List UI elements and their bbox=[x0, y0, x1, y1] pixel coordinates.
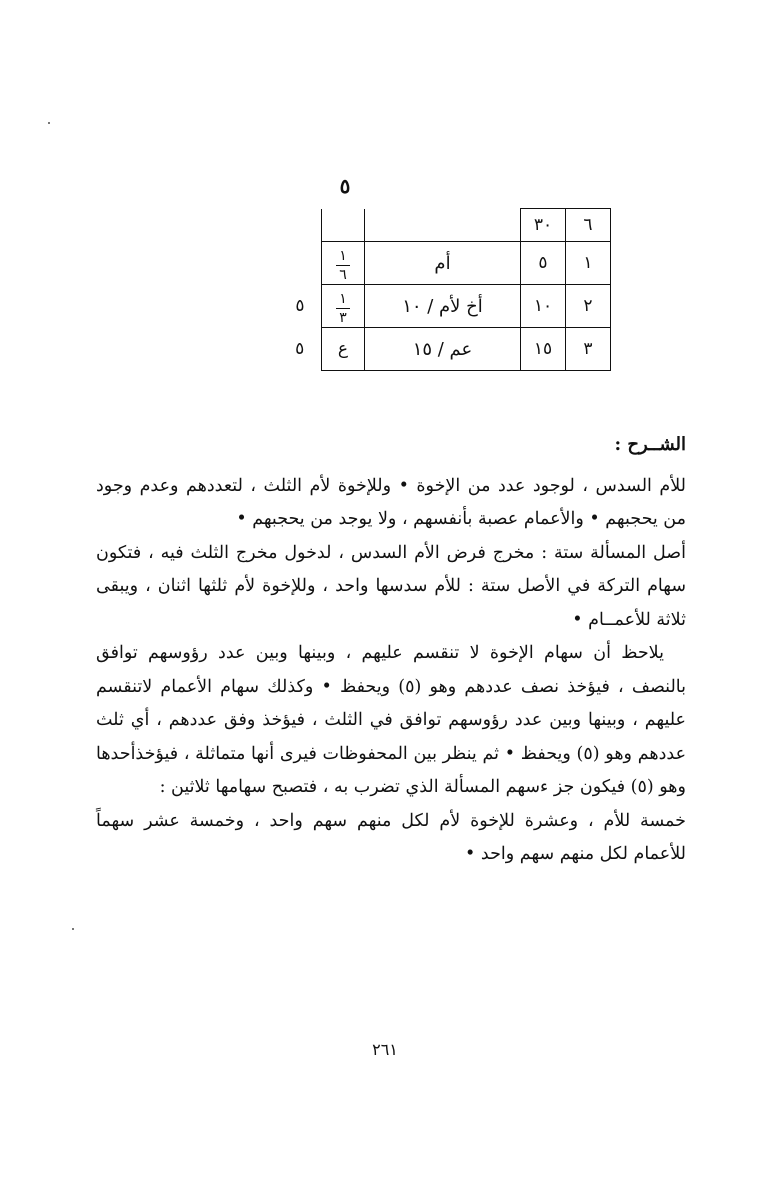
fraction bbox=[336, 249, 350, 282]
explanation-heading: الشــرح : bbox=[614, 434, 686, 455]
heir-cell: أم bbox=[365, 242, 521, 285]
scan-speck bbox=[48, 122, 50, 124]
paragraph: للأم السدس ، لوجود عدد من الإخوة • وللإخوة لأم الثلث ، لتعددهم وعدم وجود من يحجبهم • والأعمام عصبة بأنفسهم ، ولا يوجد من يحجبهم • bbox=[96, 475, 686, 529]
fraction bbox=[336, 292, 350, 325]
heir-cell: أخ لأم / ١٠ bbox=[365, 285, 521, 328]
header-corrected-cell: ٣٠ bbox=[521, 209, 566, 242]
corrected-share-cell: ١٥ bbox=[521, 328, 566, 371]
outside-cell bbox=[279, 242, 322, 285]
paragraph: خمسة للأم ، وعشرة للإخوة لأم لكل منهم سهم واحد ، وخمسة عشر سهماً للأعمام لكل منهم سهم واحد • bbox=[96, 810, 686, 864]
fraction-numerator: ١ bbox=[339, 247, 347, 264]
inheritance-table bbox=[278, 208, 612, 371]
table-row bbox=[279, 242, 611, 285]
paragraph: أصل المسألة ستة : مخرج فرض الأم السدس ، لدخول مخرج الثلث فيه ، فتكون سهام التركة في الأصل ستة : للأم سدسها واحد ، وللإخوة لأم ثلثها اثنان ، ويبقى ثلاثة للأعمــام • bbox=[96, 542, 686, 630]
header-share-cell bbox=[322, 209, 365, 242]
base-share-cell: ٣ bbox=[566, 328, 611, 371]
fraction-denominator: ٦ bbox=[339, 266, 347, 283]
header-base-cell: ٦ bbox=[566, 209, 611, 242]
corrected-share-cell: ٥ bbox=[521, 242, 566, 285]
fraction-numerator: ١ bbox=[339, 290, 347, 307]
scan-speck bbox=[72, 928, 74, 930]
page-number: ٢٦١ bbox=[372, 1040, 398, 1059]
fraction-denominator: ٣ bbox=[339, 309, 347, 326]
explanation-section bbox=[96, 428, 686, 872]
base-share-cell: ١ bbox=[566, 242, 611, 285]
paragraph: يلاحظ أن سهام الإخوة لا تنقسم عليهم ، وبينها وبين عدد رؤوسهم توافق بالنصف ، فيؤخذ نصف عددهم وهو (٥) ويحفظ • وكذلك سهام الأعمام لاتنقسم عليهم ، وبينها وبين عدد رؤوسهم توافق في الثلث ، فيؤخذ وفق عددهم ، أي ثلث عددهم وهو (٥) ويحفظ • ثم ينظر بين المحفوظات فيرى أنها متماثلة ، فيؤخذأحدها وهو (٥) فيكون جز ءسهم المسألة الذي تضرب به ، فتصبح سهامها ثلاثين : bbox=[96, 643, 687, 797]
outside-cell: ٥ bbox=[295, 296, 305, 316]
residual-share-cell: ع bbox=[322, 328, 365, 371]
header-heir-cell bbox=[365, 209, 521, 242]
header-out-cell bbox=[279, 209, 322, 242]
heir-cell: عم / ١٥ bbox=[365, 328, 521, 371]
inheritance-calc-table bbox=[278, 208, 611, 371]
table-row bbox=[279, 328, 611, 371]
base-share-cell: ٢ bbox=[566, 285, 611, 328]
outside-cell: ٥ bbox=[295, 339, 305, 359]
table-row bbox=[279, 285, 611, 328]
corrected-share-cell: ١٠ bbox=[521, 285, 566, 328]
table-header-row bbox=[279, 209, 611, 242]
fraction-cell bbox=[322, 285, 365, 328]
multiplier-number: ٥ bbox=[339, 174, 351, 198]
fraction-cell bbox=[322, 242, 365, 285]
